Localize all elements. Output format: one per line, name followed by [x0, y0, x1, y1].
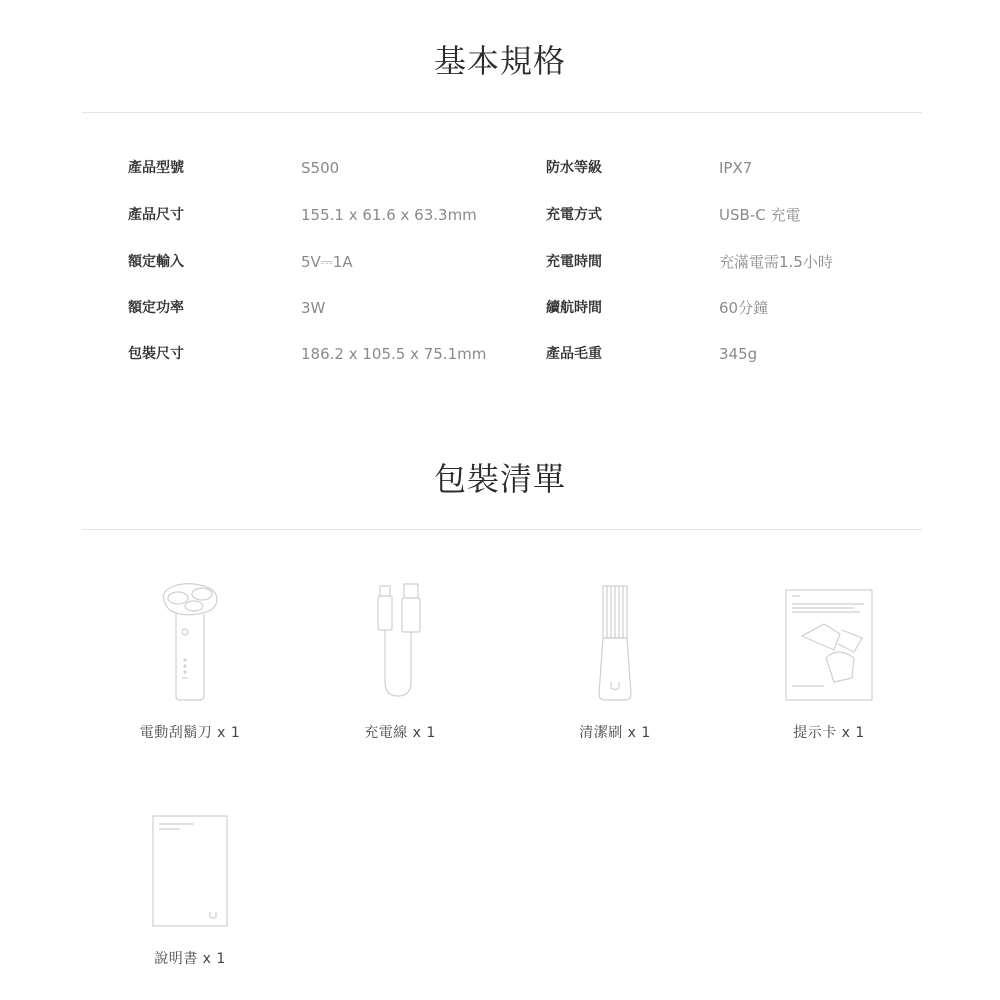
spec-label: 包裝尺寸	[128, 346, 184, 362]
spec-value: 3W	[301, 299, 326, 317]
package-item-cable	[300, 578, 500, 742]
package-item-label: 充電線 x 1	[364, 725, 436, 741]
spec-row	[0, 296, 1000, 320]
package-item-card	[729, 578, 929, 742]
spec-value: IPX7	[719, 159, 753, 177]
spec-label: 防水等級	[546, 160, 602, 176]
spec-row	[0, 250, 1000, 274]
spec-label: 充電時間	[546, 254, 602, 270]
spec-label: 產品毛重	[546, 346, 602, 362]
package-item-label: 說明書 x 1	[154, 951, 226, 967]
spec-value: 186.2 x 105.5 x 75.1mm	[301, 345, 487, 363]
package-divider	[82, 529, 922, 530]
spec-label: 充電方式	[546, 207, 602, 223]
spec-row	[0, 156, 1000, 180]
spec-label: 額定功率	[128, 300, 184, 316]
spec-label: 產品尺寸	[128, 207, 184, 223]
package-item-brush	[515, 578, 715, 742]
spec-value: 345g	[719, 345, 758, 363]
package-item-shaver	[90, 578, 290, 742]
manual-icon	[150, 804, 230, 930]
cable-icon	[360, 578, 440, 704]
package-title: 包裝清單	[433, 460, 566, 498]
spec-label: 產品型號	[128, 160, 184, 176]
spec-value: 5V⎓1A	[301, 253, 353, 271]
spec-label: 額定輸入	[128, 254, 184, 270]
spec-value: USB-C 充電	[719, 206, 801, 224]
spec-value: S500	[301, 159, 340, 177]
package-item-manual	[90, 804, 290, 968]
card-icon	[784, 578, 874, 704]
package-item-label: 電動刮鬍刀 x 1	[139, 725, 241, 741]
package-item-label: 提示卡 x 1	[793, 725, 865, 741]
spec-value: 充滿電需1.5小時	[719, 253, 833, 271]
spec-row	[0, 342, 1000, 366]
brush-icon	[575, 578, 655, 704]
specs-title: 基本規格	[433, 42, 566, 80]
spec-value: 155.1 x 61.6 x 63.3mm	[301, 206, 477, 224]
spec-label: 續航時間	[546, 300, 602, 316]
spec-value: 60分鐘	[719, 299, 769, 317]
shaver-icon	[150, 578, 230, 704]
specs-divider	[82, 112, 922, 113]
spec-row	[0, 203, 1000, 227]
package-item-label: 清潔刷 x 1	[579, 725, 651, 741]
